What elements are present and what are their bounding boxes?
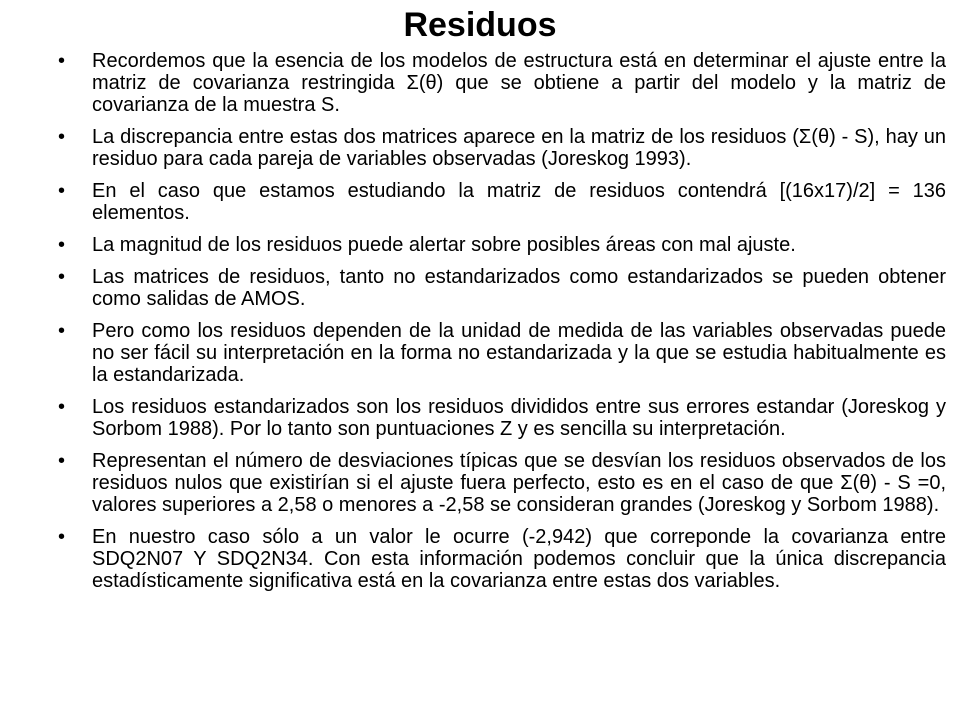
bullet-text: Pero como los residuos dependen de la unidad de medida de las variables observadas puede no ser fácil su interpretación en la forma no estandarizada y la que se estudia habitualmente es la estandarizada. [92, 320, 946, 386]
bullet-marker: • [58, 450, 66, 472]
bullet-text: Las matrices de residuos, tanto no estandarizados como estandarizados se pueden obtener como salidas de AMOS. [92, 266, 946, 310]
bullet-text: Representan el número de desviaciones típicas que se desvían los residuos observados de los residuos nulos que existirían si el ajuste fuera perfecto, esto es en el caso de que Σ(θ) - S =0, valores superiores a 2,58 o menores a -2,58 se consideran grandes (Joreskog y Sorbom 1988). [92, 450, 946, 516]
bullet-text: Recordemos que la esencia de los modelos de estructura está en determinar el ajuste entre la matriz de covarianza restringida Σ(θ) que se obtiene a partir del modelo y la matriz de covarianza de la muestra S. [92, 50, 946, 116]
bullet-item [58, 126, 946, 170]
bullet-marker: • [58, 180, 66, 202]
bullet-item [58, 234, 946, 256]
bullet-text: En nuestro caso sólo a un valor le ocurre (-2,942) que correponde la covarianza entre SDQ2N07 Y SDQ2N34. Con esta información podemos concluir que la única discrepancia estadísticamente significativa está en la covarianza entre estas dos variables. [92, 526, 946, 592]
bullet-item [58, 526, 946, 592]
bullet-item [58, 50, 946, 116]
bullet-item [58, 396, 946, 440]
bullet-text: La magnitud de los residuos puede alertar sobre posibles áreas con mal ajuste. [92, 234, 796, 256]
bullet-marker: • [58, 50, 66, 72]
slide-title: Residuos [403, 6, 557, 44]
bullet-list [58, 50, 946, 602]
bullet-item [58, 450, 946, 516]
bullet-item [58, 180, 946, 224]
bullet-item [58, 266, 946, 310]
bullet-marker: • [58, 396, 66, 418]
bullet-marker: • [58, 266, 66, 288]
bullet-marker: • [58, 320, 66, 342]
bullet-text: Los residuos estandarizados son los residuos divididos entre sus errores estandar (Joreskog y Sorbom 1988). Por lo tanto son puntuaciones Z y es sencilla su interpretación. [92, 396, 946, 440]
bullet-marker: • [58, 234, 66, 256]
bullet-marker: • [58, 126, 66, 148]
bullet-marker: • [58, 526, 66, 548]
bullet-text: En el caso que estamos estudiando la matriz de residuos contendrá [(16x17)/2] = 136 elementos. [92, 180, 946, 224]
bullet-text: La discrepancia entre estas dos matrices aparece en la matriz de los residuos (Σ(θ) - S), hay un residuo para cada pareja de variables observadas (Joreskog 1993). [92, 126, 946, 170]
bullet-item [58, 320, 946, 386]
